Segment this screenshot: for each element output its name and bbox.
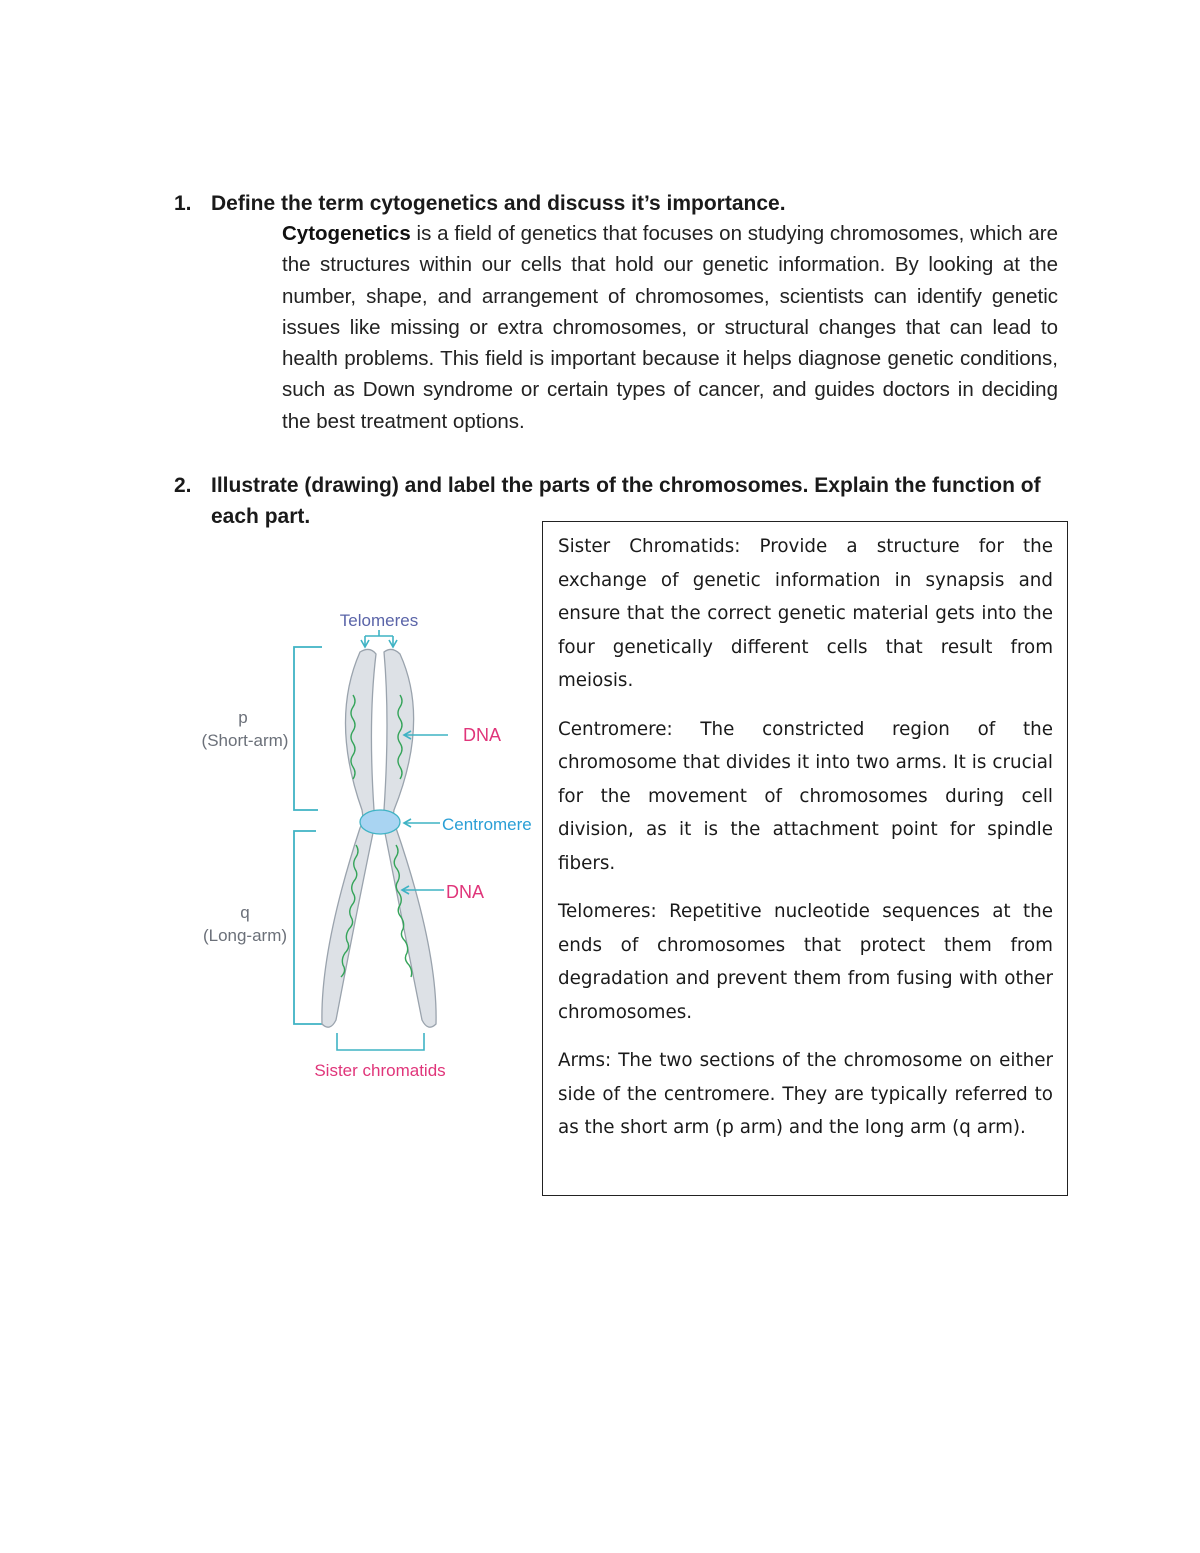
dna-top-label: DNA xyxy=(463,725,502,745)
sister-chromatids-label: Sister chromatids xyxy=(314,1061,446,1080)
q-arm-label: (Long-arm) xyxy=(202,926,288,945)
answer-1 xyxy=(282,218,1058,437)
question-2-number: 2. xyxy=(174,474,192,497)
part-telomeres: Telomeres: Repetitive nucleotide sequences at the ends of chromosomes that protect them from degradation and prevent them from fusing with other chromosomes. xyxy=(558,901,1053,1023)
part-sister-chromatids: Sister Chromatids: Provide a structure for the exchange of genetic information in synapsis and ensure that the correct genetic material gets into the four genetically different cells that result from meiosis. xyxy=(558,536,1053,691)
telomere-arrows xyxy=(361,630,397,647)
chromatid-right xyxy=(382,649,436,1027)
p-arm-bracket xyxy=(294,647,322,810)
answer-1-body: is a field of genetics that focuses on studying chromosomes, which are the structures within our cells that hold our genetic information. By looking at the number, shape, and arrangement of chromosomes, scientists can identify genetic issues like missing or extra chromosomes, or structural changes that can lead to health problems. This field is important because it helps diagnose genetic conditions, such as Down syndrome or certain types of cancer, and guides doctors in deciding the best treatment options. xyxy=(282,222,1058,433)
part-arms: Arms: The two sections of the chromosome on either side of the centromere. They are typically referred to as the short arm (p arm) and the long arm (q arm). xyxy=(558,1050,1053,1138)
part-centromere: Centromere: The constricted region of the chromosome that divides it into two arms. It is crucial for the movement of chromosomes during cell division, as it is the attachment point for spindle fibers. xyxy=(558,718,1053,874)
question-1-number: 1. xyxy=(174,192,192,215)
q-arm-bracket xyxy=(294,831,322,1024)
telomeres-label: Telomeres xyxy=(339,611,419,630)
q-letter: q xyxy=(240,903,250,922)
dna-bottom-pointer xyxy=(402,886,444,894)
p-arm-label: (Short-arm) xyxy=(201,731,289,750)
centromere-pointer xyxy=(404,819,440,827)
question-1-text: Define the term cytogenetics and discuss it’s importance. xyxy=(211,192,786,215)
dna-bottom-label: DNA xyxy=(446,882,485,902)
chromosome-parts-box xyxy=(542,521,1068,1196)
chromatid-left xyxy=(322,649,376,1027)
chromosome-diagram xyxy=(190,600,540,1090)
centromere-label: Centromere xyxy=(442,815,532,834)
question-2-text: Illustrate (drawing) and label the parts of the chromosomes. Explain the function of each part. xyxy=(211,474,1041,528)
answer-1-term: Cytogenetics xyxy=(282,222,411,245)
centromere-shape xyxy=(360,810,400,834)
question-1-title xyxy=(174,188,1074,219)
sister-chromatids-bracket xyxy=(337,1033,424,1050)
p-letter: p xyxy=(238,708,248,727)
sister-chromatids-shape xyxy=(322,649,436,1027)
